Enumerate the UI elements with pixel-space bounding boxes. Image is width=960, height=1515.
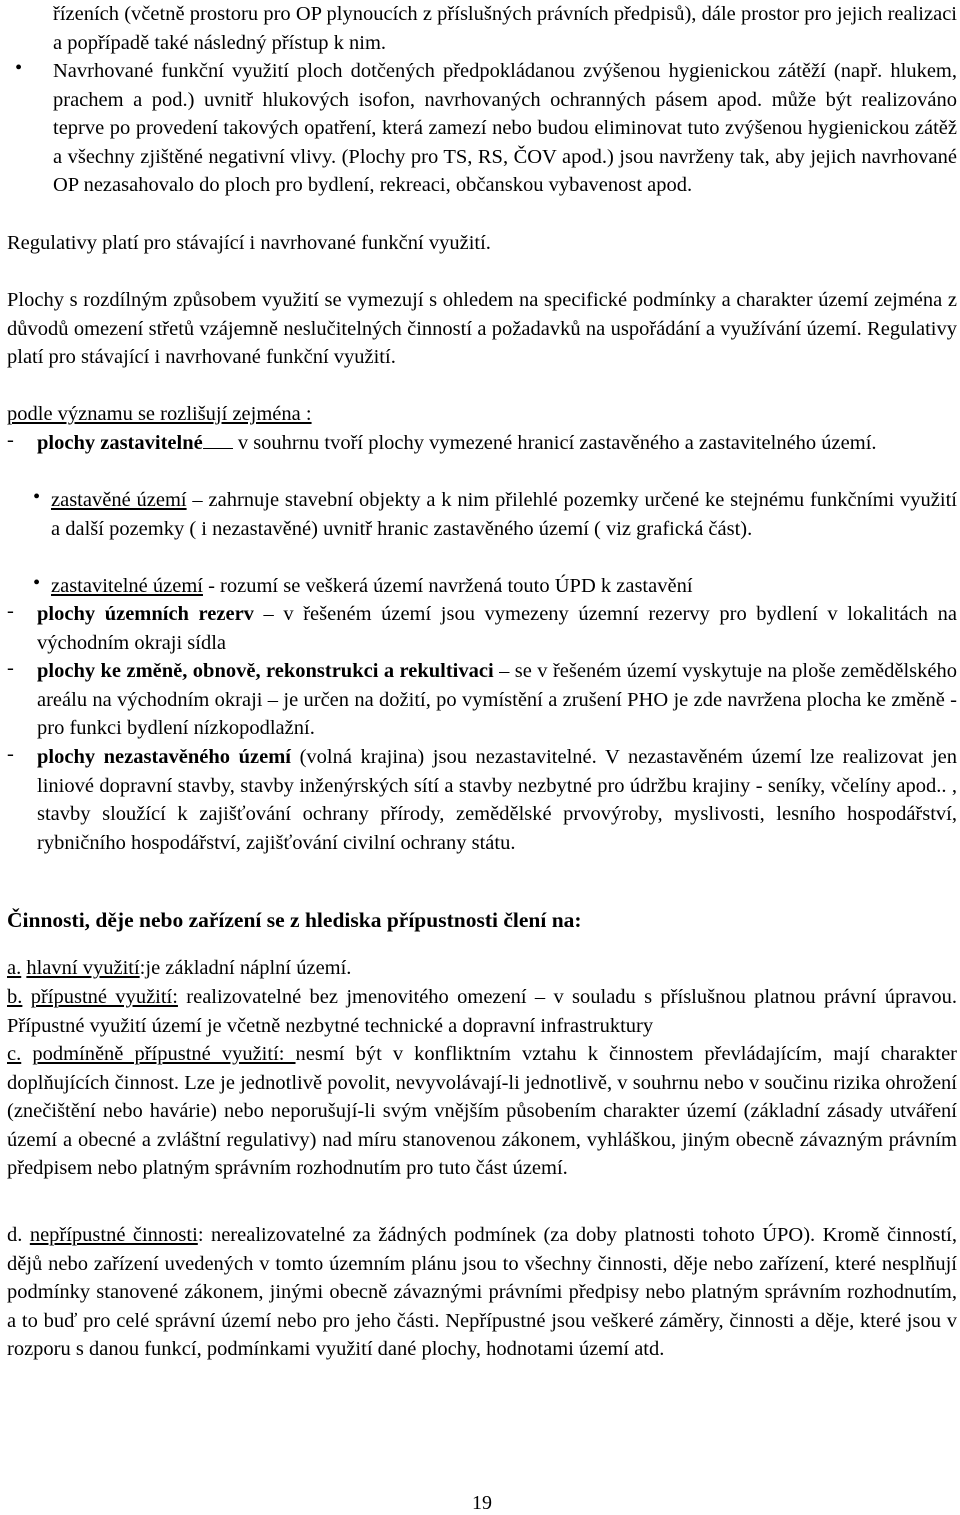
category-text: realizovatelné bez jmenovitého omezení – v souladu s příslušnou platnou právní úpravou. Přípustné využití území je včetně nezbytné technické a dopravní infrastruktury <box>7 986 957 1037</box>
category-c <box>7 1040 957 1183</box>
category-label: hlavní využití <box>26 957 140 979</box>
section-heading: Činnosti, děje nebo zařízení se z hlediska přípustnosti člení na: <box>7 908 582 932</box>
subitem-label: zastavěné území <box>51 489 187 511</box>
item-text: v souhrnu tvoří plochy vymezené hranicí zastavěného a zastavitelného území. <box>237 432 877 454</box>
paragraph-hygiene: Navrhované funkční využití ploch dotčených předpokládanou zvýšenou hygienickou zátěží (např. hlukem, prachem a pod.) uvnitř hlukových isofon, navrhovaných ochranných pásem apod. může být realizováno teprve po provedení takových opatření, která zamezí nebo budou eliminovat tuto zvýšenou hygienickou zátěž a všechny zjištěné negativní vlivy. (Plochy pro TS, RS, ČOV apod.) jsou navrženy tak, aby jejich navrhované OP nezasahovalo do ploch pro bydlení, rekreaci, občanskou vybavenost apod. <box>53 60 957 197</box>
bullet-icon: • <box>33 486 41 508</box>
list-subitem <box>51 486 957 543</box>
category-label: podmíněně přípustné využití: <box>32 1043 296 1065</box>
dash-marker: - <box>7 600 14 622</box>
subitem-label: zastavitelné území <box>51 575 203 597</box>
dash-marker: - <box>7 657 14 679</box>
category-text: nesmí být v konfliktním vztahu k činnostem převládajícím, mají charakter doplňujících činnost. Lze je jednotlivě povolit, nevyvolávají-li jednotlivě, v souhrnu nebo v součinu rizika ohrožení (znečištění nebo havárie) nebo neporušují-li svým vnějším působením charakter území (základní zásady utváření území a obecné a zvláštní regulativy) nad míru stanovenou zákonem, vyhláškou, jiným obecně závazným právním předpisem nebo platným správním rozhodnutím pro tuto část území. <box>7 1043 958 1180</box>
dash-marker: - <box>7 743 14 765</box>
category-prefix: c. <box>7 1043 22 1065</box>
list-item <box>37 600 957 657</box>
paragraph-regulativy: Regulativy platí pro stávající i navrhované funkční využití. <box>7 232 491 254</box>
item-label: plochy zastavitelné <box>37 432 203 454</box>
category-prefix: d. <box>7 1224 23 1246</box>
bullet-icon: • <box>33 572 41 594</box>
subitem-text: - rozumí se veškerá území navržená touto ÚPD k zastavění <box>208 575 693 597</box>
bullet-icon: • <box>15 57 23 79</box>
blank-line <box>203 430 233 449</box>
item-text: (volná krajina) jsou nezastavitelné. V nezastavěném území lze realizovat jen liniové dopravní stavby, stavby inženýrských sítí a stavby nezbytné pro údržbu krajiny - seníky, včelíny apod.. , stavby sloužící k zajišťování ochrany přírody, zemědělské prvovýroby, myslivosti, lesního hospodářství, rybničního hospodářství, zajišťování civilní ochrany státu. <box>37 746 957 854</box>
list-item <box>37 429 957 458</box>
subheading-text: podle významu se rozlišují zejména : <box>7 403 312 425</box>
item-label: plochy ke změně, obnově, rekonstrukci a rekultivaci <box>37 660 494 682</box>
category-d <box>7 1221 957 1364</box>
category-text: : nerealizovatelné za žádných podmínek (za doby platnosti tohoto ÚPO). Kromě činností, dějů nebo zařízení uvedených v tomto územním plánu jsou to všechny činnosti, děje nebo zařízení, které nesplňují podmínky stanovené zákonem, jinými obecně závaznými právními předpisy nebo platným správním rozhodnutím, a to buď pro celé správní území nebo pro jeho části. Nepřípustné jsou veškeré záměry, činnosti a děje, které jsou v rozporu s danou funkcí, podmínkami využití dané plochy, hodnotami území atd. <box>7 1224 958 1361</box>
list-subitem <box>51 572 957 601</box>
page-number: 19 <box>472 1492 492 1514</box>
paragraph-plochy: Plochy s rozdílným způsobem využití se vymezují s ohledem na specifické podmínky a charakter území zejména z důvodů omezení střetů vzájemně neslučitelných činností a požadavků na uspořádání a využívání území. Regulativy platí pro stávající i navrhované funkční využití. <box>7 289 957 369</box>
category-a <box>7 954 957 983</box>
category-label: nepřípustné činnosti <box>29 1224 198 1246</box>
dash-marker: - <box>7 429 14 451</box>
category-prefix: b. <box>7 986 23 1008</box>
item-label: plochy nezastavěného území <box>37 746 291 768</box>
paragraph-continuation: řízeních (včetně prostoru pro OP plynoucích z příslušných právních předpisů), dále prostor pro jejich realizaci a popřípadě také následný přístup k nim. <box>53 3 957 54</box>
category-text: :je základní náplní území. <box>139 957 352 979</box>
category-b <box>7 983 957 1040</box>
category-prefix: a. <box>7 957 22 979</box>
category-label: přípustné využití: <box>30 986 178 1008</box>
subitem-text: – zahrnuje stavební objekty a k nim přilehlé pozemky určené ke stejnému funkčními využití a další pozemky ( i nezastavěné) uvnitř hranic zastavěného území ( viz grafická část). <box>51 489 957 540</box>
item-text: – v řešeném území jsou vymezeny územní rezervy pro bydlení v lokalitách na východním okraji sídla <box>37 603 957 654</box>
list-item <box>37 657 957 743</box>
list-item <box>37 743 957 857</box>
item-text: – se v řešeném území vyskytuje na ploše zemědělského areálu na východním okraji – je určen na dožití, po vymístění a zrušení PHO je zde navržena plocha ke změně - pro funkci bydlení nízkopodlažní. <box>37 660 957 740</box>
list-subheading <box>7 400 957 429</box>
item-label: plochy územních rezerv <box>37 603 254 625</box>
